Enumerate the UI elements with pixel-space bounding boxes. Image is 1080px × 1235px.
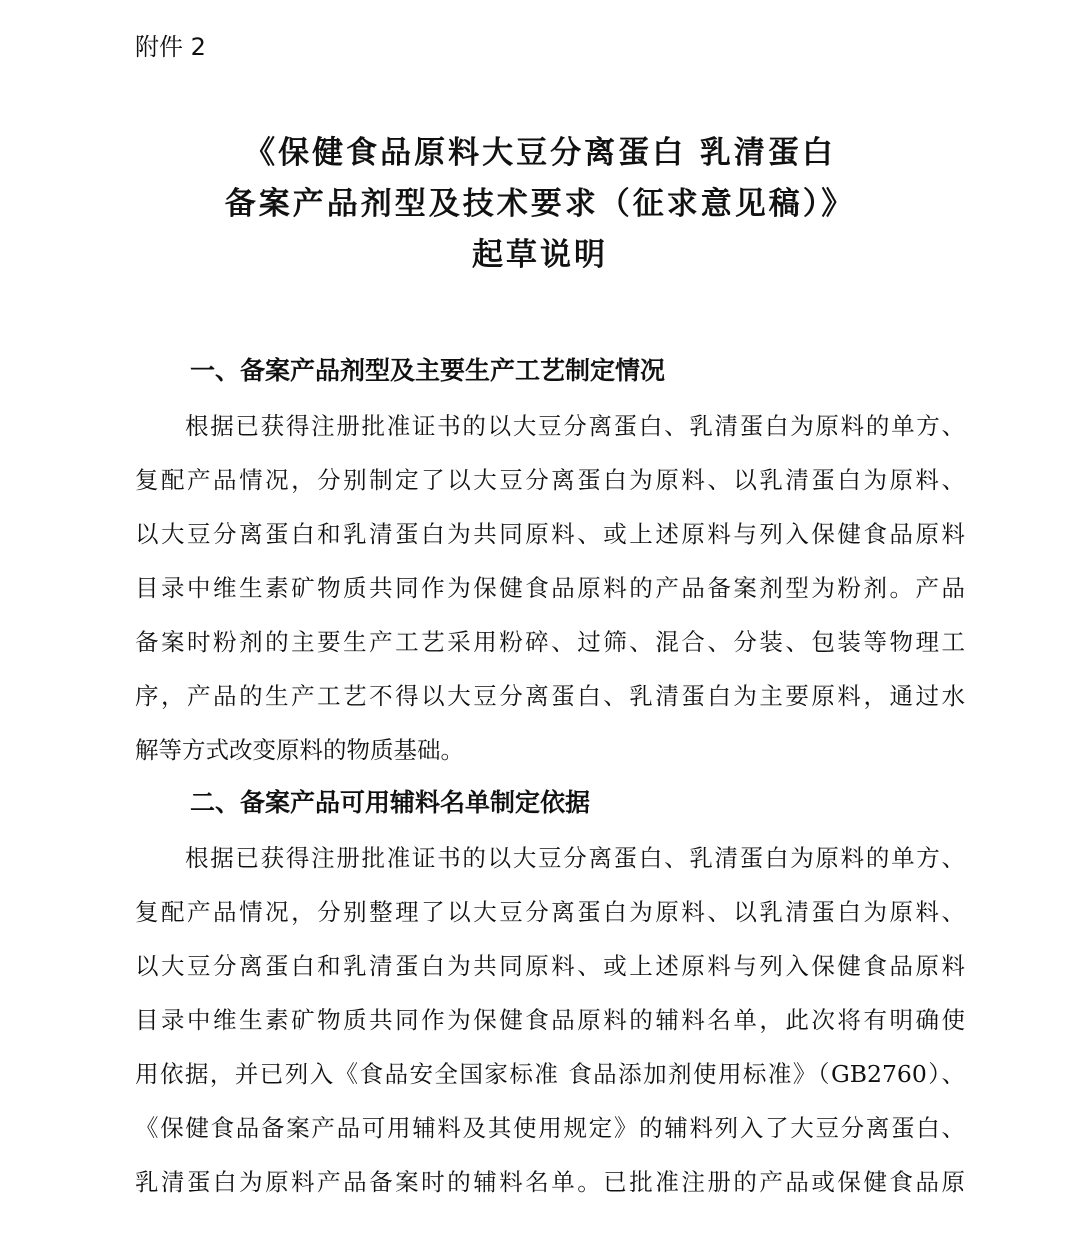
- attachment-label: 附件 2: [135, 33, 206, 61]
- section-1-line: 解等方式改变原料的物质基础。: [135, 736, 464, 764]
- document-title: [0, 128, 1080, 281]
- section-1-heading: 一、备案产品剂型及主要生产工艺制定情况: [190, 356, 666, 385]
- section-2-line: 以大豆分离蛋白和乳清蛋白为共同原料、或上述原料与列入保健食品原料: [135, 952, 965, 980]
- title-line-3: 起草说明: [472, 237, 608, 273]
- section-1-line: 目录中维生素矿物质共同作为保健食品原料的产品备案剂型为粉剂。产品: [135, 574, 965, 602]
- section-2-line: 乳清蛋白为原料产品备案时的辅料名单。已批准注册的产品或保健食品原: [135, 1168, 965, 1196]
- section-2-line: 用依据，并已列入《食品安全国家标准 食品添加剂使用标准》（GB2760）、: [135, 1060, 965, 1088]
- section-1-line: 根据已获得注册批准证书的以大豆分离蛋白、乳清蛋白为原料的单方、: [185, 412, 965, 440]
- section-1-line: 以大豆分离蛋白和乳清蛋白为共同原料、或上述原料与列入保健食品原料: [135, 520, 965, 548]
- section-2-line: 目录中维生素矿物质共同作为保健食品原料的辅料名单，此次将有明确使: [135, 1006, 965, 1034]
- section-2-line: 根据已获得注册批准证书的以大豆分离蛋白、乳清蛋白为原料的单方、: [185, 844, 965, 872]
- title-line-2: 备案产品剂型及技术要求（征求意见稿）》: [224, 186, 856, 222]
- section-2-line: 《保健食品备案产品可用辅料及其使用规定》的辅料列入了大豆分离蛋白、: [135, 1114, 965, 1142]
- section-2-line: 复配产品情况，分别整理了以大豆分离蛋白为原料、以乳清蛋白为原料、: [135, 898, 965, 926]
- section-1-line: 备案时粉剂的主要生产工艺采用粉碎、过筛、混合、分装、包装等物理工: [135, 628, 965, 656]
- section-1-line: 序，产品的生产工艺不得以大豆分离蛋白、乳清蛋白为主要原料，通过水: [135, 682, 965, 710]
- section-2-heading: 二、备案产品可用辅料名单制定依据: [190, 788, 591, 817]
- title-line-1: 《保健食品原料大豆分离蛋白 乳清蛋白: [244, 135, 836, 171]
- section-1-line: 复配产品情况，分别制定了以大豆分离蛋白为原料、以乳清蛋白为原料、: [135, 466, 965, 494]
